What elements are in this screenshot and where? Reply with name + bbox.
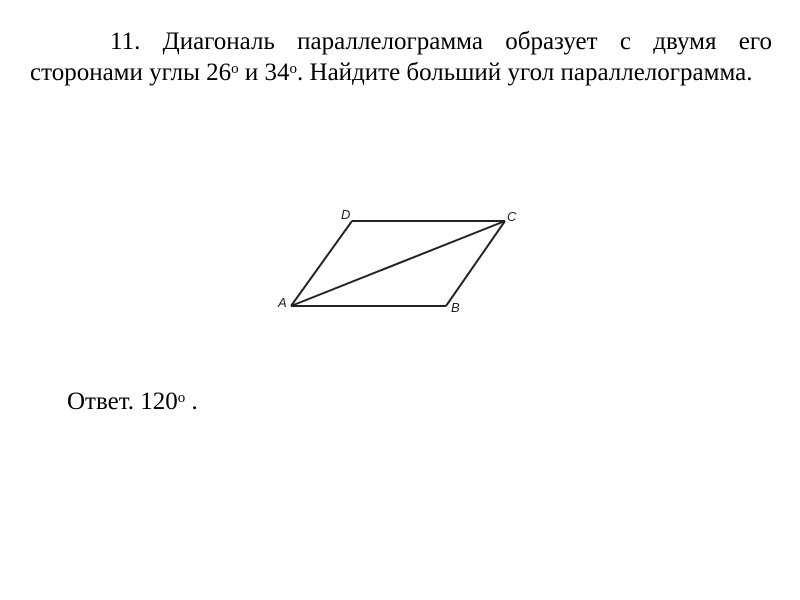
answer-label: Ответ. [67,388,135,415]
angle-2-degree: o [289,61,298,77]
angle-1-value: 26 [206,59,232,86]
problem-number: 11. [110,28,141,55]
problem-text-part1: Диагональ параллелограмма образует с двумя его сторонами углы [30,28,772,86]
problem-text-part2: . Найдите больший угол параллелограмма. [297,59,753,86]
vertex-label-d: D [341,207,351,222]
vertex-label-c: C [507,209,517,224]
angle-2-value: 34 [264,59,290,86]
answer-value: 120 [140,388,178,415]
parallelogram-shape [291,221,505,306]
angle-1-degree: o [231,61,239,77]
vertex-label-b: B [451,300,460,315]
diagonal-ac [291,221,505,306]
answer-suffix: . [191,388,198,415]
answer-line [67,386,198,417]
answer-degree: o [177,390,186,406]
angle-connector: и [244,59,259,86]
vertex-label-a: A [278,295,287,310]
